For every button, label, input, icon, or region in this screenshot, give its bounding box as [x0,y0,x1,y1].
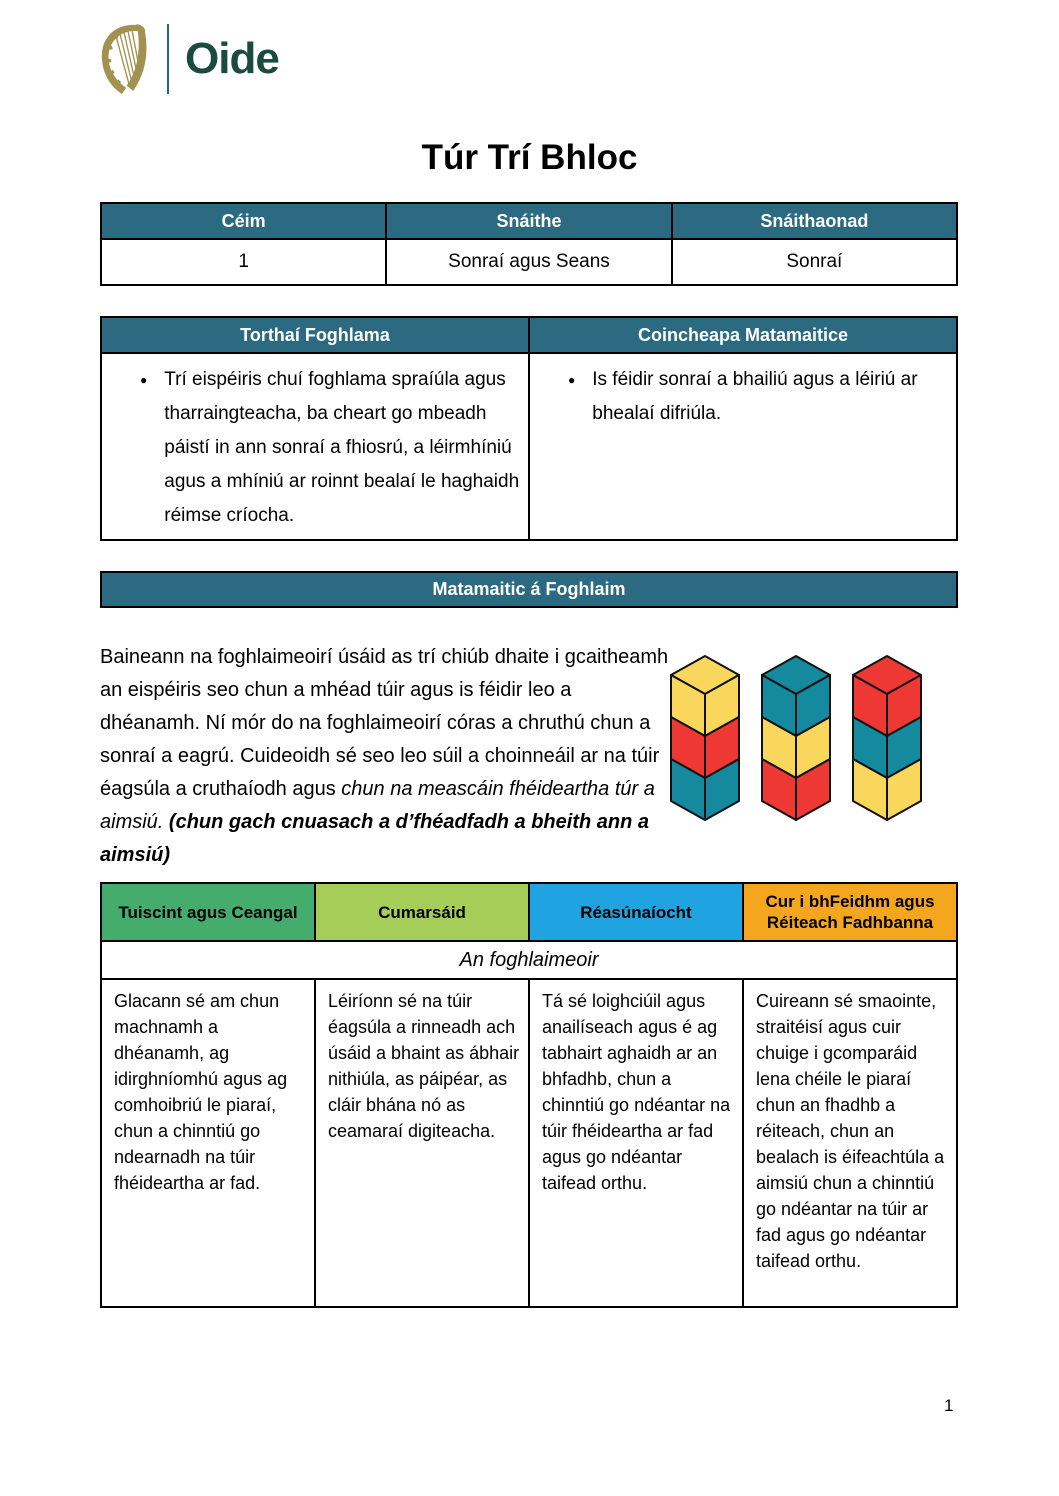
cube-tower-3 [852,655,922,821]
skills-header-cumarsaid: Cumarsáid [315,883,529,941]
brand-logo [95,0,1059,98]
paragraph-italic: chun na meascáin fhéideartha túr a aimsiú. [100,778,655,833]
skills-cell-tuiscint: Glacann sé am chun machnamh a dhéanamh, ag idirghníomhú agus ag comhoibriú le piaraí, chun a chinntiú go ndearnadh na túir fhéideartha ar fad. [101,979,315,1307]
skills-header-tuiscint: Tuiscint agus Ceangal [101,883,315,941]
table-row [101,941,957,979]
learning-paragraph [100,641,675,872]
outcomes-header-right: Coincheapa Matamaitice [529,317,957,353]
bullet-icon: ● [140,373,148,387]
meta-header-snaithe: Snáithe [386,203,671,239]
outcomes-header-left: Torthaí Foghlama [101,317,529,353]
meta-header-ceim: Céim [101,203,386,239]
outcomes-cell-right [529,353,957,540]
skills-cell-reasunaiocht: Tá sé loighciúil agus anailíseach agus é ag tabhairt aghaidh ar an bhfadhb, chun a chinntiú go ndéantar na túir fhéideartha ar fad agus go ndéantar taifead orthu. [529,979,743,1307]
meta-table [100,202,958,286]
table-row [101,353,957,540]
brand-name: Oide [185,34,279,83]
paragraph-normal: Baineann na foghlaimeoirí úsáid as trí chiúb dhaite i gcaitheamh an eispéiris seo chun a mhéad túir agus is féidir leo a dhéanamh. Ní mór do na foghlaimeoirí córas a chruthú chun a sonraí a eagrú. Cuideoidh sé seo leo súil a choinneáil ar na túir éagsúla a cruthaíodh agus [100,646,669,800]
meta-value-ceim: 1 [101,239,386,285]
table-row [101,979,957,1307]
skills-header-curibhfeidhm: Cur i bhFeidhm agus Réiteach Fadhbanna [743,883,957,941]
paragraph-bold-italic: (chun gach cnuasach a d’fhéadfadh a bheith ann a aimsiú) [100,811,649,866]
skills-table [100,882,958,1308]
cube-tower-2 [761,655,831,821]
section-banner: Matamaitic á Foghlaim [100,571,958,608]
table-row [101,239,957,285]
cube-towers-illustration [670,655,922,821]
list-item [102,363,520,533]
skills-cell-cumarsaid: Léiríonn sé na túir éagsúla a rinneadh ach úsáid a bhaint as ábhair nithiúla, as páipéar, as cláir bhána nó as ceamaraí digiteacha. [315,979,529,1307]
meta-value-snaithaonad: Sonraí [672,239,957,285]
harp-icon [95,22,153,96]
outcomes-cell-left [101,353,529,540]
meta-header-snaithaonad: Snáithaonad [672,203,957,239]
logo-divider [167,24,169,94]
outcome-text: Trí eispéiris chuí foghlama spraíúla agus tharraingteacha, ba cheart go mbeadh páistí in ann sonraí a fhiosrú, a léirmhíniú agus a mhíniú ar roinnt bealaí le haghaidh réimse críocha. [164,369,520,526]
concept-text: Is féidir sonraí a bhailiú agus a léiriú ar bhealaí difriúla. [592,369,918,424]
outcomes-table [100,316,958,541]
cube-tower-1 [670,655,740,821]
list-item [530,363,948,431]
page-number: 1 [944,1396,954,1415]
skills-header-reasunaiocht: Réasúnaíocht [529,883,743,941]
skills-subheader: An foghlaimeoir [101,941,957,979]
learning-section [100,641,958,873]
skills-cell-curibhfeidhm: Cuireann sé smaointe, straitéisí agus cuir chuige i gcomparáid lena chéile le piaraí chun an fhadhb a réiteach, chun an bealach is éifeachtúla a aimsiú chun a chinntiú go ndéantar na túir ar fad agus go ndéantar taifead orthu. [743,979,957,1307]
page-title: Túr Trí Bhloc [421,138,638,177]
bullet-icon: ● [568,373,576,387]
meta-value-snaithe: Sonraí agus Seans [386,239,671,285]
